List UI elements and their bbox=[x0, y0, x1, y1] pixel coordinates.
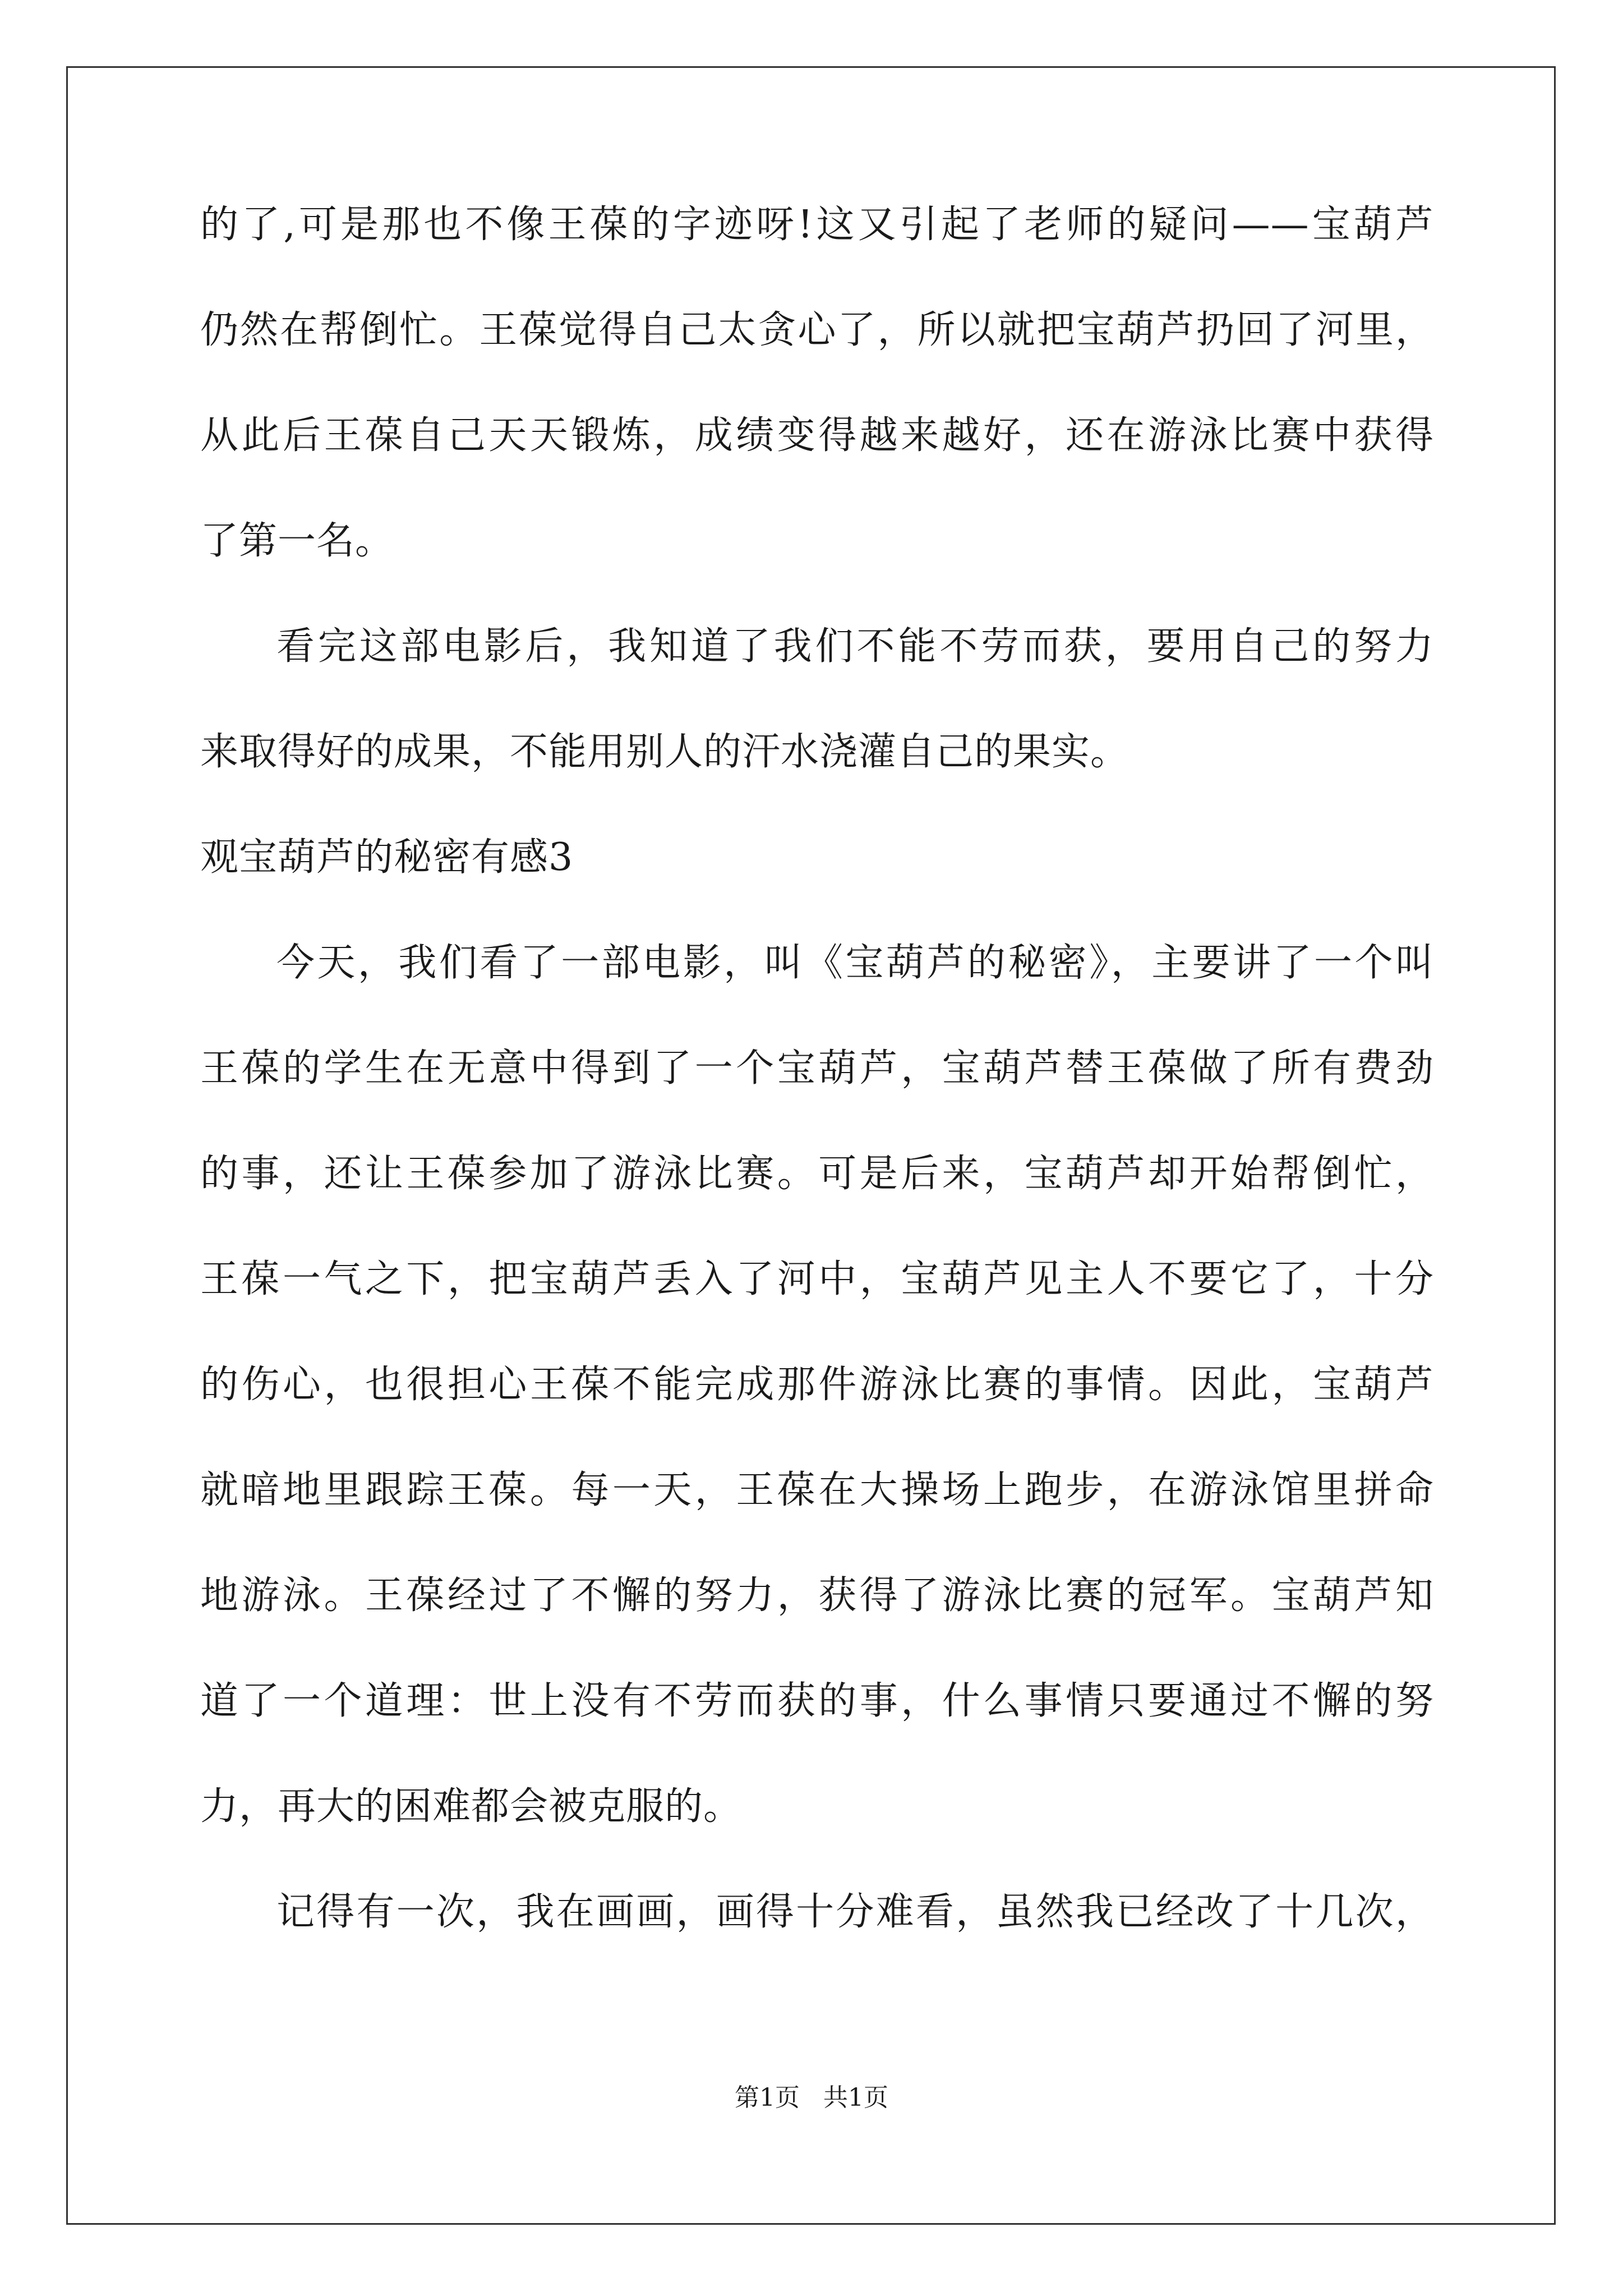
text-line: 王葆一气之下，把宝葫芦丢入了河中，宝葫芦见主人不要它了，十分 bbox=[200, 1257, 1434, 1301]
text-line: 从此后王葆自己天天锻炼，成绩变得越来越好，还在游泳比赛中获得 bbox=[200, 413, 1434, 458]
text-line: 看完这部电影后，我知道了我们不能不劳而获，要用自己的努力 bbox=[276, 624, 1434, 669]
text-line: 来取得好的成果，不能用别人的汗水浇灌自己的果实。 bbox=[200, 730, 1129, 774]
text-line: 的了,可是那也不像王葆的字迹呀!这又引起了老师的疑问——宝葫芦 bbox=[200, 203, 1434, 247]
text-line: 了第一名。 bbox=[200, 519, 394, 563]
text-line: 今天，我们看了一部电影，叫《宝葫芦的秘密》，主要讲了一个叫 bbox=[276, 941, 1434, 985]
section-heading: 观宝葫芦的秘密有感3 bbox=[200, 835, 574, 880]
text-line: 王葆的学生在无意中得到了一个宝葫芦，宝葫芦替王葆做了所有费劲 bbox=[200, 1046, 1434, 1091]
text-line: 的事，还让王葆参加了游泳比赛。可是后来，宝葫芦却开始帮倒忙， bbox=[200, 1152, 1434, 1196]
text-line: 地游泳。王葆经过了不懈的努力，获得了游泳比赛的冠军。宝葫芦知 bbox=[200, 1573, 1434, 1618]
text-line: 道了一个道理：世上没有不劳而获的事，什么事情只要通过不懈的努 bbox=[200, 1679, 1434, 1723]
text-line: 记得有一次，我在画画，画得十分难看，虽然我已经改了十几次， bbox=[276, 1890, 1434, 1934]
document-body bbox=[200, 199, 1434, 1938]
page-footer: 第1页 共1页 bbox=[735, 2083, 888, 2112]
text-line: 就暗地里跟踪王葆。每一天，王葆在大操场上跑步，在游泳馆里拼命 bbox=[200, 1468, 1434, 1512]
text-line: 仍然在帮倒忙。王葆觉得自己太贪心了，所以就把宝葫芦扔回了河里， bbox=[200, 308, 1434, 352]
text-line: 力，再大的困难都会被克服的。 bbox=[200, 1784, 743, 1829]
text-line: 的伤心，也很担心王葆不能完成那件游泳比赛的事情。因此，宝葫芦 bbox=[200, 1363, 1434, 1407]
